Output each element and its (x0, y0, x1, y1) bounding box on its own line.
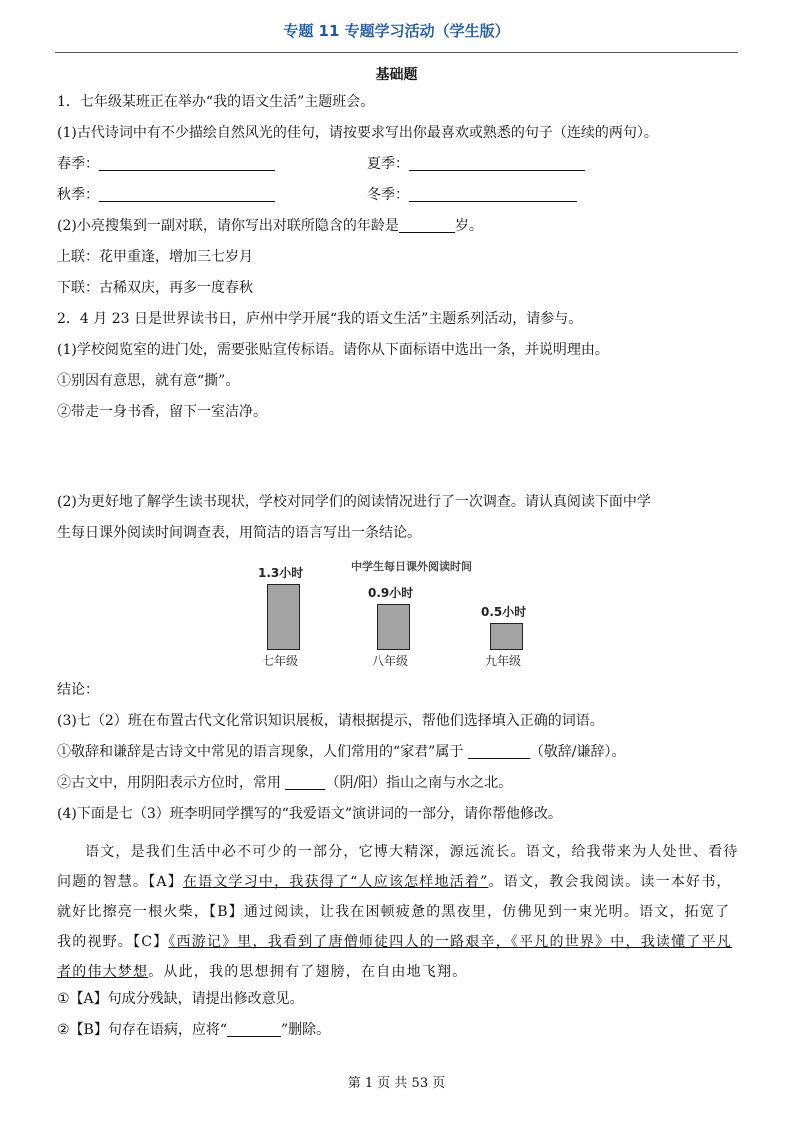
bar-value-label: 0.9小时 (368, 586, 414, 600)
page-footer: 第 1 页 共 53 页 (347, 1076, 446, 1091)
reading-time-chart (57, 554, 745, 674)
q2-part3-item2 (57, 773, 745, 804)
revision-2-text: ②【B】句存在语病，应将“ (57, 1022, 227, 1038)
answer-space (57, 433, 745, 492)
q2-stem: 2．4 月 23 日是世界读书日，庐州中学开展“我的语文生活”主题系列活动，请参与。 (57, 311, 583, 327)
header-rule (55, 52, 738, 53)
document-body (57, 92, 745, 1051)
winter-answer-blank[interactable] (409, 185, 577, 202)
slogan-1: ①别因有意思，就有意“撕”。 (57, 373, 240, 389)
bar-九年级 (490, 623, 523, 650)
couplet-upper: 上联：花甲重逢，增加三七岁月 (57, 249, 253, 265)
q2-part3-item1-suffix: （敬辞/谦辞）。 (529, 744, 626, 760)
q1-part2 (57, 216, 745, 247)
essay-sentence-c: 《西游记》里，我看到了唐僧师徒四人的一路艰辛，《平凡的世界》中，我读懂了平凡者的伟大梦想 (57, 934, 732, 980)
chart-title: 中学生每日课外阅读时间 (351, 560, 472, 573)
season-row-2 (57, 185, 745, 216)
q1-part2-text: (2)小亮搜集到一副对联，请你写出对联所隐含的年龄是 (57, 218, 399, 234)
revision-2 (57, 1020, 745, 1051)
document-header: 专题 11 专题学习活动（学生版） (283, 22, 510, 40)
spring-label: 春季： (57, 156, 99, 172)
summer-answer-blank[interactable] (409, 154, 585, 171)
honorific-answer-blank[interactable] (468, 742, 530, 759)
essay-part-3: 。从此，我的思想拥有了翅膀，在自由地飞翔。 (148, 964, 468, 980)
q2-part3-item1 (57, 742, 745, 773)
category-label: 九年级 (485, 654, 522, 668)
winter-field (367, 185, 577, 205)
q1-part1: (1)古代诗词中有不少描绘自然风光的佳句，请按要求写出你最喜欢或熟悉的句子（连续的两句）。 (57, 125, 658, 141)
category-label: 七年级 (262, 654, 299, 668)
autumn-answer-blank[interactable] (99, 185, 275, 202)
essay-sentence-a: 在语文学习中，我获得了“人应该怎样地活着” (182, 874, 489, 890)
q2-part3-item1-text: ①敬辞和谦辞是古诗文中常见的语言现象，人们常用的“家君”属于 (57, 744, 464, 760)
couplet-lower: 下联：古稀双庆，再多一度春秋 (57, 280, 253, 296)
season-row-1 (57, 154, 745, 185)
bar-八年级 (377, 604, 410, 650)
essay-part-2: 。语文，教会我阅读。读一本好书，就好比擦亮一根火柴，【B】通过阅读，让我在困顿疲惫的黑夜里，仿佛见到一束光明。语文，拓宽了我的视野。【C】 (57, 874, 732, 950)
q2-part4: (4)下面是七（3）班李明同学撰写的“我爱语文”演讲词的一部分，请你帮他修改。 (57, 806, 563, 822)
revision-2-suffix: ”删除。 (281, 1022, 331, 1038)
q2-part3-item2-suffix: （阴/阳）指山之南与水之北。 (325, 775, 513, 791)
q1-stem: 1．七年级某班正在举办“我的语文生活”主题班会。 (57, 94, 375, 110)
conclusion-label: 结论： (57, 682, 99, 698)
summer-label: 夏季： (367, 156, 409, 172)
q2-part3-item2-text: ②古文中，用阴阳表示方位时，常用 (57, 775, 281, 791)
spring-answer-blank[interactable] (99, 154, 275, 171)
q2-part2-line2: 生每日课外阅读时间调查表，用简洁的语言写出一条结论。 (57, 525, 421, 541)
essay-part-1: 语文，是我们生活中必不可少的一部分，它博大精深，源远流长。语文，给我带来为人处世、看待问题的智慧。【A】 (57, 844, 739, 890)
speech-excerpt (57, 837, 745, 987)
yinyang-answer-blank[interactable] (285, 773, 325, 790)
age-answer-blank[interactable] (399, 216, 455, 233)
q1-part2-suffix: 岁。 (454, 218, 483, 234)
revision-1: ①【A】句成分残缺，请提出修改意见。 (57, 991, 304, 1007)
bar-value-label: 0.5小时 (481, 605, 527, 619)
bar-七年级 (267, 584, 300, 650)
bar-value-label: 1.3小时 (258, 566, 304, 580)
delete-word-blank[interactable] (227, 1020, 281, 1037)
winter-label: 冬季： (367, 187, 409, 203)
autumn-label: 秋季： (57, 187, 99, 203)
q2-part2-line1: (2)为更好地了解学生读书现状，学校对同学们的阅读情况进行了一次调查。请认真阅读下面中学 (57, 494, 651, 510)
summer-field (367, 154, 585, 174)
q2-part3: (3)七（2）班在布置古代文化常识知识展板，请根据提示，帮他们选择填入正确的词语。 (57, 713, 604, 729)
section-title: 基础题 (375, 67, 418, 83)
category-label: 八年级 (372, 654, 409, 668)
q2-part1: (1)学校阅览室的进门处，需要张贴宣传标语。请你从下面标语中选出一条，并说明理由。 (57, 342, 609, 358)
slogan-2: ②带走一身书香，留下一室洁净。 (57, 404, 267, 420)
